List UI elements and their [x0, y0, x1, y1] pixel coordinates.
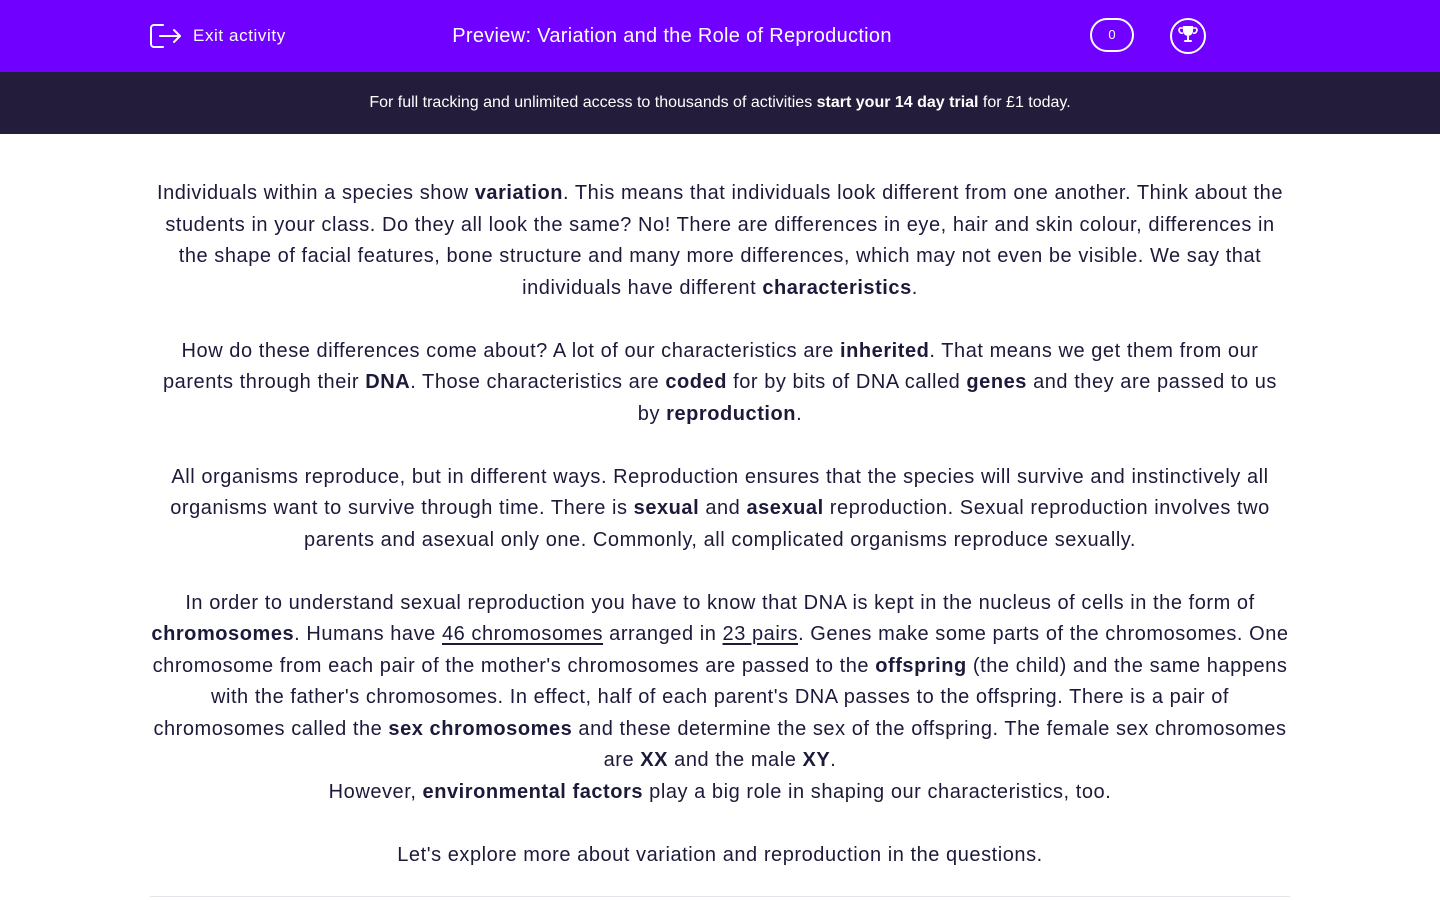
term-sex-chromosomes: sex chromosomes — [388, 717, 573, 740]
term-reproduction: reproduction — [666, 402, 797, 425]
paragraph-reproduction: All organisms reproduce, but in different ways. Reproduction ensures that the species will survive and instinctively all organisms want to survive through time. There is sexual and asexual reproduction. Sexual reproduction involves two parents and asexual only one. Commonly, all complicated organisms reproduce sexually. — [170, 465, 1270, 551]
banner-suffix: for £1 today. — [978, 94, 1071, 111]
term-characteristics: characteristics — [762, 276, 912, 299]
term-dna: DNA — [365, 371, 411, 393]
paragraph-explore: Let's explore more about variation and reproduction in the questions. — [397, 843, 1043, 866]
top-bar — [0, 0, 1440, 72]
paragraph-variation: Individuals within a species show variation. This means that individuals look different from one another. Think about the students in your class. Do they all look the same? No! There are differences in eye, hair and skin colour, differences in the shape of facial features, bone structure and many more differences, which may not even be visible. We say that individuals have different characteristics. — [156, 182, 1284, 299]
paragraph-inheritance: How do these differences come about? A lot of our characteristics are inherited. That means we get them from our parents through their DNA. Those characteristics are coded for by bits of DNA called genes and they are passed to us by reproduction. — [163, 339, 1277, 425]
term-environmental-factors: environmental factors — [422, 780, 644, 803]
page-title: Preview: Variation and the Role of Reproduction — [452, 25, 892, 47]
score-badge: 0 — [1090, 18, 1134, 52]
term-asexual: asexual — [746, 497, 824, 519]
paragraph-chromosomes: In order to understand sexual reproduction you have to know that DNA is kept in the nucleus of cells in the form of chromosomes. Humans have 46 chromosomes arranged in 23 pairs. Genes make some parts of the chromosomes. One chromosome from each pair of the mother's chromosomes are passed to the offspring (the child) and the same happens with the father's chromosomes. In effect, half of each parent's DNA passes to the offspring. There is a pair of chromosomes called the sex chromosomes and these determine the sex of the offspring. The female sex chromosomes are XX and the male XY. — [151, 591, 1289, 771]
term-xy: XY — [802, 749, 831, 771]
trial-banner — [0, 72, 1440, 134]
term-23-pairs: 23 pairs — [722, 623, 799, 645]
trial-link[interactable]: start your 14 day trial — [816, 94, 979, 111]
term-coded: coded — [665, 371, 727, 393]
term-inherited: inherited — [840, 339, 930, 362]
banner-text: For full tracking and unlimited access to thousands of activities — [369, 94, 817, 111]
trophy-button[interactable] — [1170, 18, 1206, 54]
term-sexual: sexual — [633, 497, 700, 519]
content-divider — [150, 896, 1290, 897]
term-offspring: offspring — [875, 654, 967, 677]
exit-activity-label: Exit activity — [193, 26, 286, 45]
term-xx: XX — [640, 749, 669, 771]
activity-intro — [150, 178, 1290, 871]
paragraph-environment: However, environmental factors play a big role in shaping our characteristics, too. — [328, 780, 1112, 803]
term-46-chromosomes: 46 chromosomes — [441, 623, 604, 645]
term-variation: variation — [474, 182, 564, 204]
trophy-icon — [1177, 23, 1199, 50]
term-chromosomes: chromosomes — [151, 623, 295, 645]
term-genes: genes — [966, 371, 1027, 393]
